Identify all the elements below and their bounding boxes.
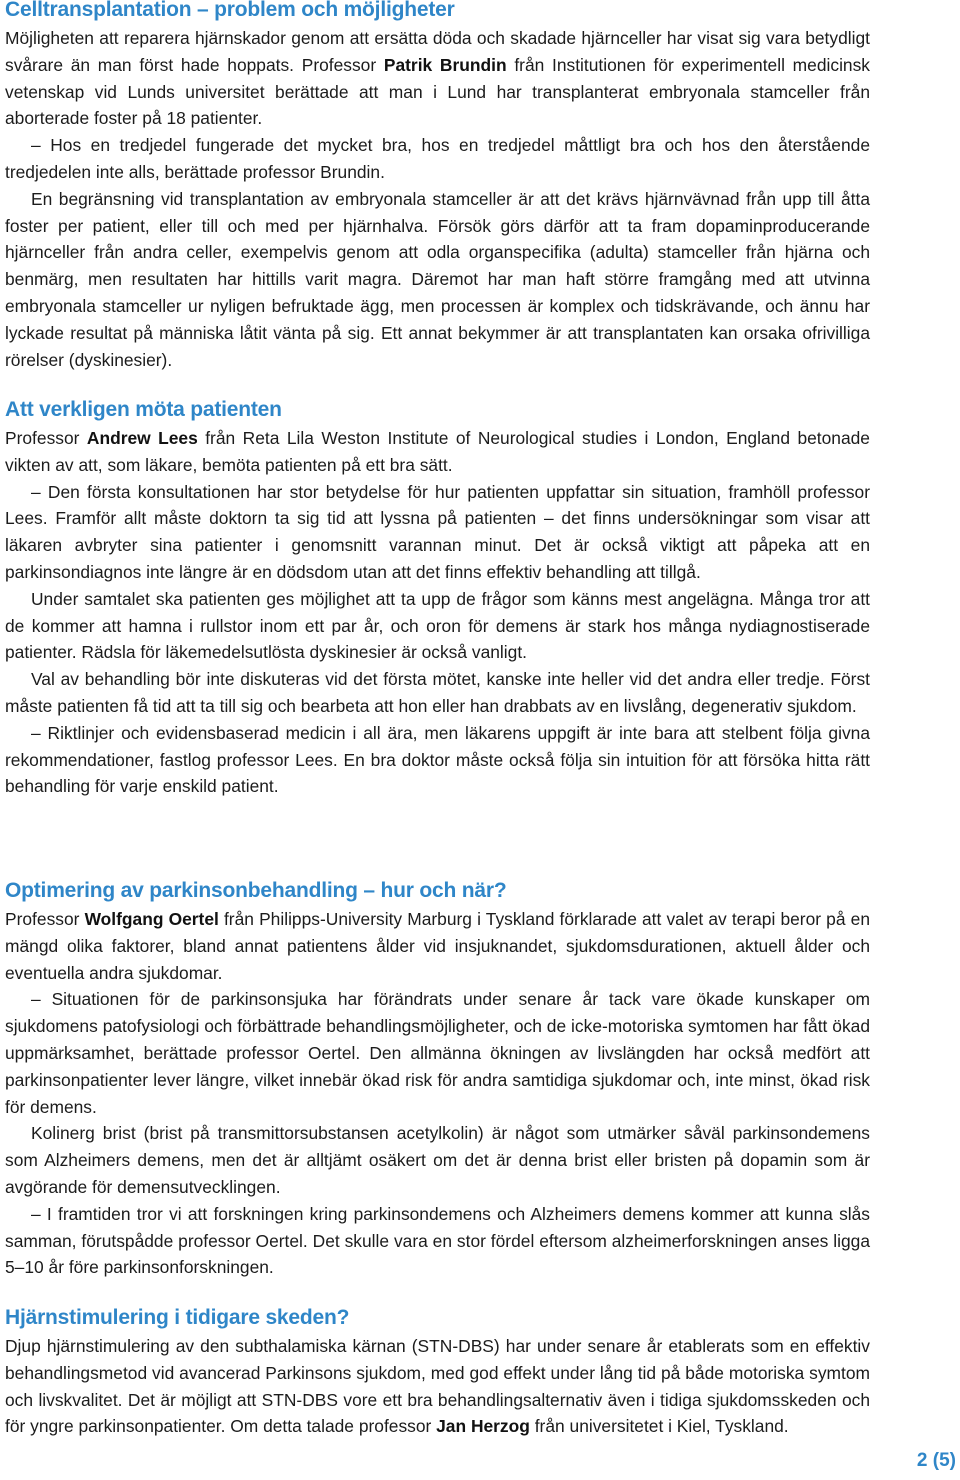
person-name: Patrik Brundin [383, 54, 507, 75]
paragraph [5, 425, 870, 479]
paragraph-text: Professor [5, 909, 85, 929]
paragraph-text: Djup hjärnstimulering av den subthalamiska kärnan (STN-DBS) har under senare år etablerats som en effektiv behandlingsmetod vid avancerad Parkinsons sjukdom, med god effekt under lång tid på både motoriska symtom och livskvalitet. Det är möjligt att STN-DBS vore ett bra behandlingsalternativ även i tidiga sjukdomsskeden och för yngre parkinsonpatienter. Om detta talade professor [5, 1336, 870, 1437]
paragraph [5, 1333, 870, 1440]
paragraph-text: från universitetet i Kiel, Tyskland. [529, 1416, 789, 1437]
paragraph: Val av behandling bör inte diskuteras vid det första mötet, kanske inte heller vid det andra eller tredje. Först måste patienten få tid att ta till sig och bearbeta att hon eller han drabbats av en livslång, degenerativ sjukdom. [5, 669, 870, 716]
page-number: 2 (5) [916, 1450, 956, 1471]
paragraph [5, 906, 870, 986]
paragraph: – Situationen för de parkinsonsjuka har förändrats under senare år tack vare ökade kunskaper om sjukdomens patofysiologi och förbättrade behandlingsmöjligheter, och de icke-motoriska symtomen har fått ökad uppmärksamhet, berättade professor Oertel. Den allmänna ökningen av livslängden har också medfört att parkinsonpatienter lever längre, vilket innebär ökad risk för andra samtidiga sjukdomar och, inte minst, ökad risk för demens. [5, 989, 870, 1117]
paragraph: Kolinerg brist (brist på transmittorsubstansen acetylkolin) är något som utmärker såväl parkinsondemens som Alzheimers demens, men det är alltjämt osäkert om det är denna brist eller bristen på dopamin som är avgörande för demensutvecklingen. [5, 1123, 870, 1197]
paragraph-text: från Reta Lila Weston Institute of Neurological studies i London, England betonade vikten av att, som läkare, bemöta patienten på ett bra sätt. [5, 428, 870, 475]
paragraph-text: från Philipps-University Marburg i Tyskland förklarade att valet av terapi beror på en mängd olika faktorer, bland annat patientens ålder vid insjuknandet, sjukdomsdurationen, aktuell ålder och eventuella andra sjukdomar. [5, 909, 870, 983]
section-heading: Hjärnstimulering i tidigare skeden? [5, 1306, 350, 1329]
paragraph: – Hos en tredjedel fungerade det mycket bra, hos en tredjedel måttligt bra och hos den återstående tredjedelen inte alls, berättade professor Brundin. [5, 135, 870, 182]
section-mota-patienten [5, 397, 870, 800]
person-name: Wolfgang Oertel [84, 909, 219, 929]
section-hjarnstimulering [5, 1305, 870, 1440]
paragraph [5, 25, 870, 132]
paragraph: – Riktlinjer och evidensbaserad medicin i all ära, men läkarens uppgift är inte bara att stelbent följa givna rekommendationer, fastlog professor Lees. En bra doktor måste också följa sin intuition för att försöka hitta rätt behandling för varje enskild patient. [5, 722, 870, 797]
person-name: Andrew Lees [86, 428, 198, 448]
section-celltransplantation [5, 0, 870, 373]
paragraph-text: Professor [5, 428, 87, 448]
section-heading: Att verkligen möta patienten [5, 398, 282, 421]
paragraph-text: från Institutionen för experimentell medicinsk vetenskap vid Lunds universitet berättade att man i Lund har transplanterat embryonala stamceller från aborterade foster på 18 patienter. [5, 54, 870, 129]
section-heading: Optimering av parkinsonbehandling – hur och när? [5, 879, 507, 902]
section-heading: Celltransplantation – problem och möjligheter [5, 0, 455, 21]
section-optimering [5, 878, 870, 1281]
paragraph: – Den första konsultationen har stor betydelse för hur patienten uppfattar sin situation, framhöll professor Lees. Framför allt måste doktorn ta sig tid att lyssna på patienten – det finns undersökningar som visar att läkaren avbryter sina patienter i genomsnitt varannan minut. Det är också viktigt att påpeka att en parkinsondiagnos inte längre är en dödsdom utan att det finns effektiv behandling att tillgå. [5, 481, 870, 582]
paragraph: En begränsning vid transplantation av embryonala stamceller är att det krävs hjärnvävnad från upp till åtta foster per patient, eller till och med per hjärnhalva. Försök görs därför att ta fram dopaminproducerande hjärnceller från andra celler, exempelvis genom att odla organspecifika (adulta) stamceller från hjärna och benmärg, men resultaten har hittills varit magra. Däremot har man haft större framgång med att utvinna embryonala stamceller ur nyligen befruktade ägg, men processen är komplex och tidskrävande, och ännu har lyckade resultat på människa låtit vänta på sig. Ett annat bekymmer är att transplantaten kan orsaka ofrivilliga rörelser (dyskinesier). [5, 188, 870, 370]
paragraph-text: Möjligheten att reparera hjärnskador genom att ersätta döda och skadade hjärnceller har visat sig vara betydligt svårare än man först hade hoppats. Professor [5, 28, 870, 75]
paragraph: – I framtiden tror vi att forskningen kring parkinsondemens och Alzheimers demens kommer att kunna slås samman, förutspådde professor Oertel. Det skulle vara en stor fördel eftersom alzheimerforskningen anses ligga 5–10 år före parkinsonforskningen. [5, 1203, 870, 1278]
paragraph: Under samtalet ska patienten ges möjlighet att ta upp de frågor som känns mest angelägna. Många tror att de kommer att hamna i rullstor inom ett par år, och oron för demens är stark hos många nydiagnostiserade patienter. Rädsla för läkemedelsutlösta dyskinesier är också vanligt. [5, 588, 870, 663]
person-name: Jan Herzog [436, 1416, 530, 1437]
